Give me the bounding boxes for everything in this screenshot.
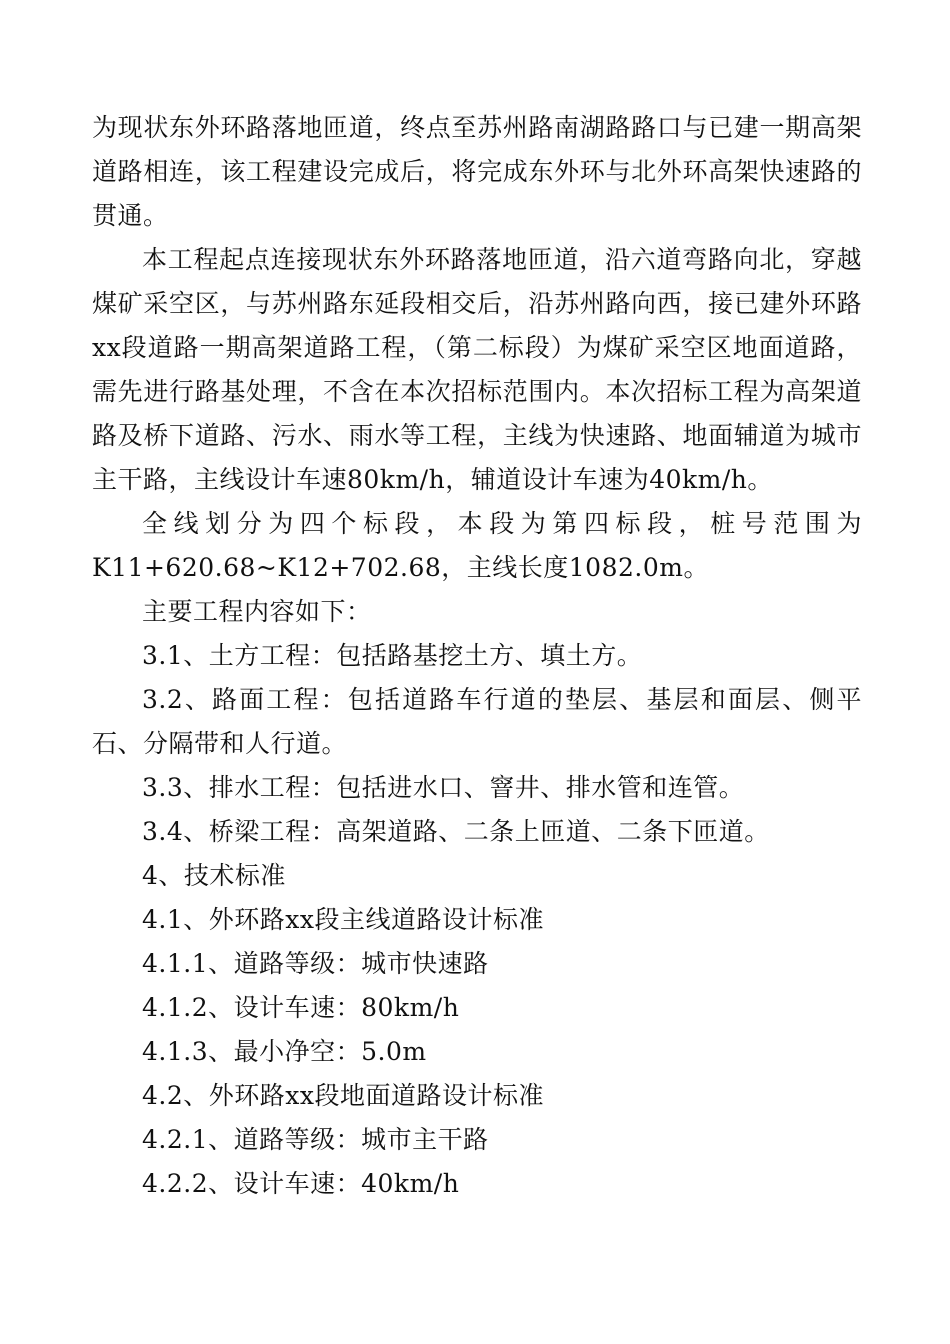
heading-technical-standards: 4、技术标准 [142, 861, 286, 890]
item-mainline-road-grade: 4.1.1、道路等级：城市快速路 [142, 949, 489, 978]
item-ground-design-speed: 4.2.2、设计车速：40km/h [142, 1169, 460, 1198]
item-earthwork: 3.1、土方工程：包括路基挖土方、填土方。 [142, 641, 643, 670]
document-body [92, 106, 862, 1206]
item-ground-road-grade: 4.2.1、道路等级：城市主干路 [142, 1125, 489, 1154]
item-mainline-clearance: 4.1.3、最小净空：5.0m [142, 1037, 427, 1066]
item-mainline-design-speed: 4.1.2、设计车速：80km/h [142, 993, 460, 1022]
item-bridge: 3.4、桥梁工程：高架道路、二条上匝道、二条下匝道。 [142, 817, 770, 846]
heading-mainline-standards: 4.1、外环路xx段主线道路设计标准 [142, 905, 544, 934]
item-pavement: 3.2、路面工程：包括道路车行道的垫层、基层和面层、侧平石、分隔带和人行道。 [92, 685, 862, 758]
heading-ground-road-standards: 4.2、外环路xx段地面道路设计标准 [142, 1081, 544, 1110]
paragraph-project-overview: 本工程起点连接现状东外环路落地匝道，沿六道弯路向北，穿越煤矿采空区，与苏州路东延段相交后，沿苏州路向西，接已建外环路xx段道路一期高架道路工程，（第二标段）为煤矿采空区地面道路，需先进行路基处理，不含在本次招标范围内。本次招标工程为高架道路及桥下道路、污水、雨水等工程，主线为快速路、地面辅道为城市主干路，主线设计车速80km/h，辅道设计车速为40km/h。 [92, 245, 862, 494]
item-drainage: 3.3、排水工程：包括进水口、窨井、排水管和连管。 [142, 773, 745, 802]
heading-main-content: 主要工程内容如下： [142, 597, 372, 626]
paragraph-continuation: 为现状东外环路落地匝道，终点至苏州路南湖路路口与已建一期高架道路相连，该工程建设完成后，将完成东外环与北外环高架快速路的贯通。 [92, 113, 862, 230]
paragraph-section-scope: 全线划分为四个标段，本段为第四标段，桩号范围为K11+620.68~K12+702.68，主线长度1082.0m。 [92, 509, 862, 582]
